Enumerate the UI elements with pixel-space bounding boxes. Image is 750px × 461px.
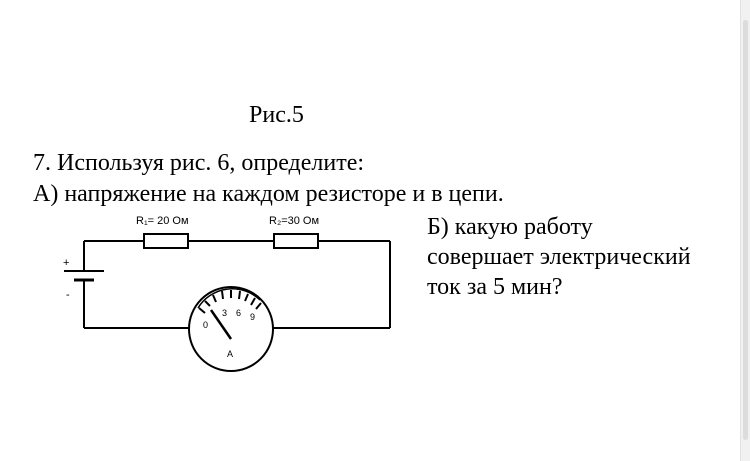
battery-plus-label: + — [63, 257, 70, 269]
ammeter-scale-0: 0 — [203, 320, 209, 330]
ammeter-unit-label: A — [227, 349, 234, 359]
figure-caption: Рис.5 — [249, 102, 304, 128]
ammeter-scale-9: 9 — [250, 312, 256, 322]
resistor-r2 — [274, 234, 318, 248]
r1-label: R₁= 20 Ом — [136, 215, 189, 227]
task-line-2: А) напряжение на каждом резисторе и в цепи. — [33, 181, 504, 207]
ammeter-scale-3: 3 — [222, 308, 228, 318]
task-line-1: 7. Используя рис. 6, определите: — [33, 150, 365, 176]
ammeter-scale-6: 6 — [236, 308, 242, 318]
r2-label: R₂=30 Ом — [269, 215, 320, 227]
task-part-b-line-1: Б) какую работу — [427, 214, 593, 240]
battery-minus-label: - — [66, 289, 70, 301]
task-part-b-line-2: совершает электрический — [427, 244, 691, 270]
ammeter-needle — [211, 310, 231, 339]
task-part-b-line-3: ток за 5 мин? — [427, 274, 563, 300]
resistor-r1 — [144, 234, 188, 248]
